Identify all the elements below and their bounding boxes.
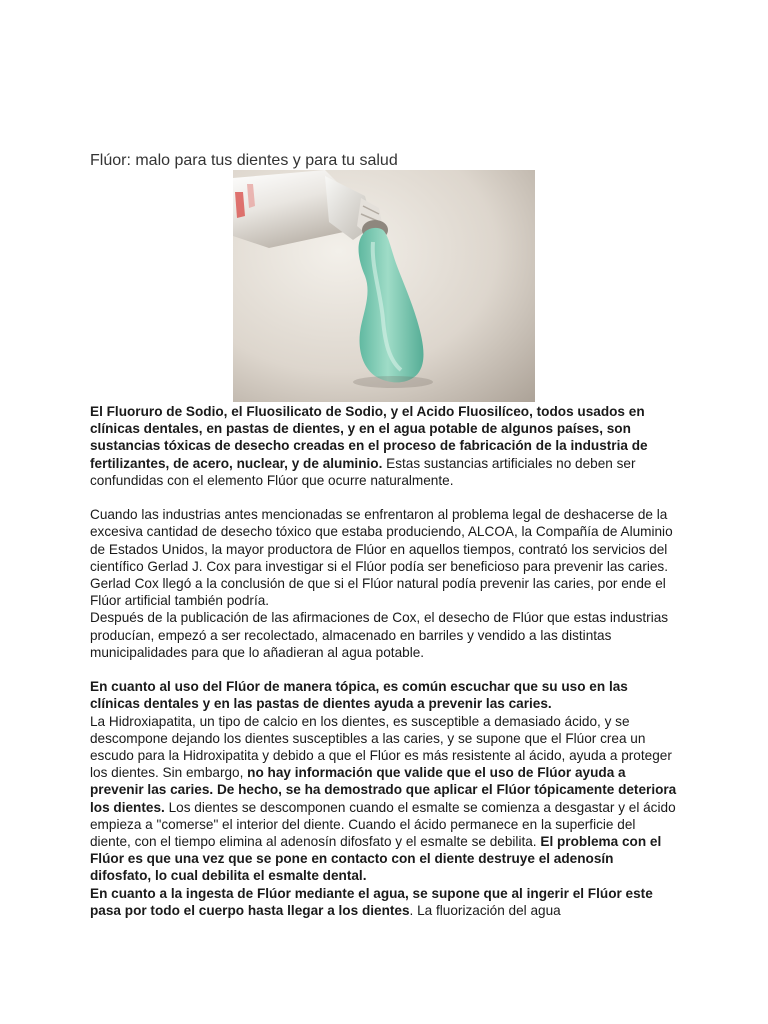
paragraph-1-bold: El Fluoruro de Sodio, el Fluosilicato de Sodio, y el Acido Fluosilíceo, todos usados en clínicas dentales, en pastas de dientes, y en el agua potable de algunos países, son sustancias tóxicas de desecho creadas en el proceso de fabricación de la industria de fertilizantes, de acero, nuclear, y de aluminio. (90, 404, 648, 471)
paragraph-4 (90, 678, 678, 712)
paragraph-gap (90, 489, 678, 506)
toothpaste-photo (233, 170, 535, 402)
page-title: Flúor: malo para tus dientes y para tu salud (90, 152, 398, 169)
paragraph-5-c: Los dientes se descomponen cuando el esmalte se comienza a desgastar y el ácido empieza a "comerse" el interior del diente. Cuando el ácido permanece en la superficie del diente, con el tiempo elimina al adenosín difosfato y el esmalte se debilita. (90, 799, 676, 850)
paragraph-6 (90, 885, 678, 919)
paragraph-gap (90, 661, 678, 678)
paragraph-5-b-bold: no hay información que valide que el uso de Flúor ayuda a prevenir las caries. De hecho, se ha demostrado que aplicar el Flúor tópicamente deteriora los dientes. (90, 765, 677, 815)
paragraph-6-bold: En cuanto a la ingesta de Flúor mediante el agua, se supone que al ingerir el Flúor este pasa por todo el cuerpo hasta llegar a los dientes (90, 885, 653, 918)
paragraph-5 (90, 713, 678, 885)
paragraph-1-rest: Estas sustancias artificiales no deben ser confundidas con el elemento Flúor que ocurre naturalmente. (90, 455, 636, 488)
paragraph-5-a: La Hidroxiapatita, un tipo de calcio en los dientes, es susceptible a demasiado ácido, y se descompone dejando los dientes susceptibles a las caries, y se supone que el Flúor crea un escudo para la Hidroxipatita y debido a que el Flúor es más resistente al ácido, ayuda a proteger los dientes. Sin embargo, (90, 713, 672, 781)
toothpaste-tube-photo-icon (233, 170, 535, 402)
paragraph-1 (90, 403, 678, 489)
paragraph-4-bold: En cuanto al uso del Flúor de manera tópica, es común escuchar que su uso en las clínicas dentales y en las pastas de dientes ayuda a prevenir las caries. (90, 679, 628, 712)
paragraph-6-rest: . La fluorización del agua (409, 902, 561, 918)
article-body (90, 403, 678, 919)
paragraph-5-d-bold: El problema con el Flúor es que una vez que se pone en contacto con el diente destruye el adenosín difosfato, lo cual debilita el esmalte dental. (90, 834, 662, 884)
paragraph-2: Cuando las industrias antes mencionadas se enfrentaron al problema legal de deshacerse de la excesiva cantidad de desecho tóxico que estaba produciendo, ALCOA, la Compañía de Aluminio de Estados Unidos, la mayor productora de Flúor en aquellos tiempos, contrató los servicios del científico Gerlad J. Cox para investigar si el Flúor podía ser beneficioso para prevenir las caries. Gerlad Cox llegó a la conclusión de que si el Flúor natural podía prevenir las caries, por ende el Flúor artificial también podría. (90, 507, 673, 609)
paragraph-3: Después de la publicación de las afirmaciones de Cox, el desecho de Flúor que estas industrias producían, empezó a ser recolectado, almacenado en barriles y vendido a las distintas municipalidades para que lo añadieran al agua potable. (90, 610, 669, 660)
